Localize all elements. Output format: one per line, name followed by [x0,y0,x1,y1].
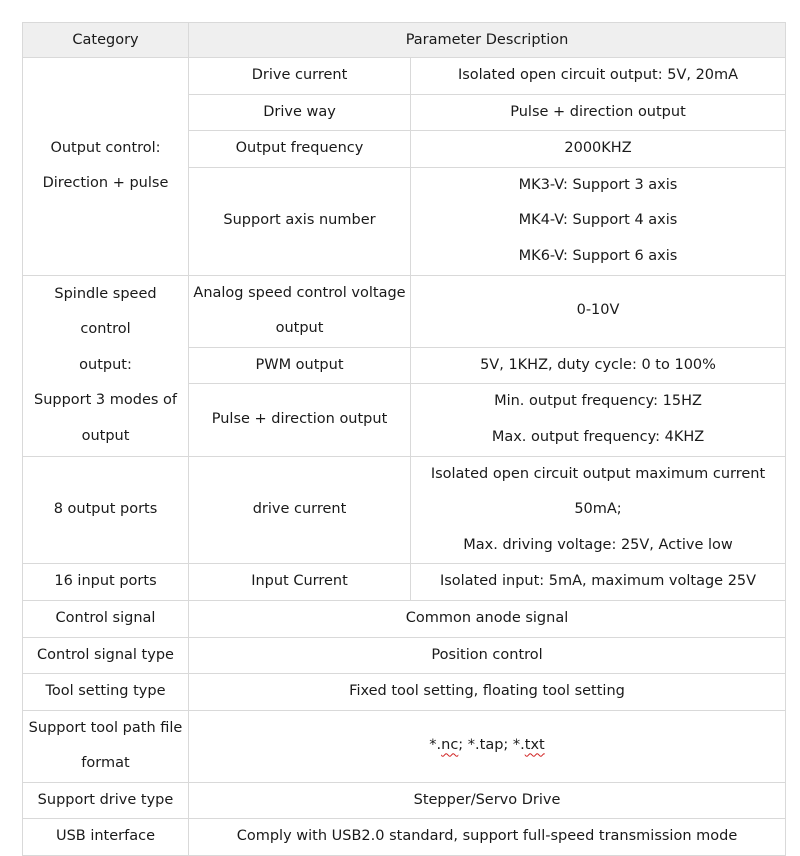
param-value: Isolated input: 5mA, maximum voltage 25V [411,564,786,601]
header-category: Category [23,23,189,58]
category-tool-setting-type: Tool setting type [23,674,189,711]
param-value: Min. output frequency: 15HZ Max. output frequency: 4KHZ [411,384,786,456]
header-parameter: Parameter Description [189,23,786,58]
category-output-control: Output control: Direction + pulse [23,58,189,276]
category-control-signal: Control signal [23,600,189,637]
param-value: Comply with USB2.0 standard, support full-speed transmission mode [189,819,786,856]
param-value: 0-10V [411,275,786,347]
table-row [23,710,786,782]
param-value: Stepper/Servo Drive [189,782,786,819]
table-row [23,782,786,819]
table-row [23,564,786,601]
param-value: MK3-V: Support 3 axis MK4-V: Support 4 axis MK6-V: Support 6 axis [411,167,786,275]
table-row [23,674,786,711]
param-value: *.nc; *.tap; *.txt [189,710,786,782]
table-row [23,600,786,637]
category-control-signal-type: Control signal type [23,637,189,674]
param-name: Support axis number [189,167,411,275]
category-output-ports: 8 output ports [23,456,189,564]
param-value: Position control [189,637,786,674]
table-row [23,275,786,347]
table-row [23,58,786,95]
param-value: Common anode signal [189,600,786,637]
param-name: Output frequency [189,131,411,168]
header-row [23,23,786,58]
param-value: Isolated open circuit output: 5V, 20mA [411,58,786,95]
category-drive-type: Support drive type [23,782,189,819]
param-name: Input Current [189,564,411,601]
param-name: Analog speed control voltage output [189,275,411,347]
table-row [23,456,786,564]
param-value: 2000KHZ [411,131,786,168]
param-name: PWM output [189,347,411,384]
table-row [23,637,786,674]
category-tool-path-format: Support tool path file format [23,710,189,782]
param-value: 5V, 1KHZ, duty cycle: 0 to 100% [411,347,786,384]
param-name: Pulse + direction output [189,384,411,456]
spec-table [22,22,786,856]
category-usb-interface: USB interface [23,819,189,856]
category-spindle: Spindle speed control output: Support 3 modes of output [23,275,189,456]
table-row [23,819,786,856]
param-name: Drive way [189,94,411,131]
param-value: Pulse + direction output [411,94,786,131]
param-value: Fixed tool setting, floating tool setting [189,674,786,711]
param-name: drive current [189,456,411,564]
param-name: Drive current [189,58,411,95]
category-input-ports: 16 input ports [23,564,189,601]
param-value: Isolated open circuit output maximum current 50mA; Max. driving voltage: 25V, Active low [411,456,786,564]
